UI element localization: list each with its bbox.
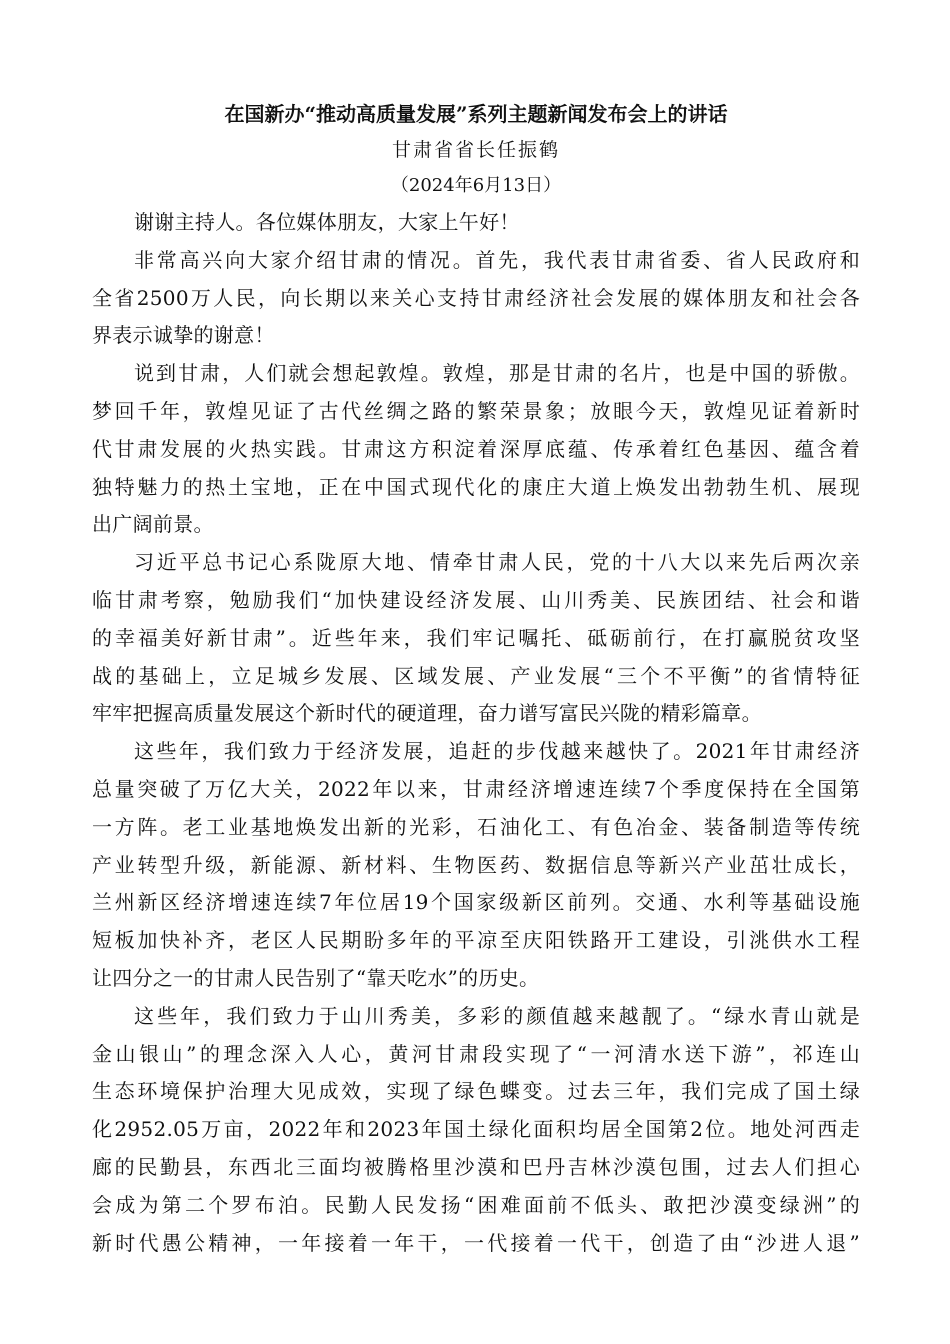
paragraph	[92, 204, 860, 242]
text-line: 短板加快补齐，老区人民期盼多年的平凉至庆阳铁路开工建设，引洮供水工程	[92, 928, 860, 953]
paragraph	[92, 355, 860, 544]
text-line: 习近平总书记心系陇原大地、情牵甘肃人民，党的十八大以来先后两次亲	[134, 550, 860, 575]
paragraph	[92, 544, 860, 733]
text-line: 临甘肃考察，勉励我们“加快建设经济发展、山川秀美、民族团结、社会和谐	[92, 587, 860, 612]
document-title: 在国新办“推动高质量发展”系列主题新闻发布会上的讲话	[224, 102, 728, 126]
text-line: 这些年，我们致力于经济发展，追赶的步伐越来越快了。2021年甘肃经济	[134, 739, 860, 764]
text-line: 一方阵。老工业基地焕发出新的光彩，石油化工、有色冶金、装备制造等传统	[92, 814, 860, 839]
document-page	[92, 96, 860, 1262]
text-line: 新时代愚公精神，一年接着一年干，一代接着一代干，创造了由“沙进人退”	[92, 1230, 860, 1255]
text-line: 出广阔前景。	[92, 512, 214, 537]
document-date: （2024年6月13日）	[390, 175, 562, 196]
text-line: 让四分之一的甘肃人民告别了“靠天吃水”的历史。	[92, 965, 540, 990]
paragraph	[92, 242, 860, 355]
text-line: 化2952.05万亩，2022年和2023年国土绿化面积均居全国第2位。地处河西走	[92, 1117, 860, 1142]
document-author: 甘肃省省长任振鹤	[391, 139, 560, 161]
text-line: 说到甘肃，人们就会想起敦煌。敦煌，那是甘肃的名片，也是中国的骄傲。	[134, 361, 860, 386]
paragraph	[92, 733, 860, 998]
text-line: 非常高兴向大家介绍甘肃的情况。首先，我代表甘肃省委、省人民政府和	[134, 247, 860, 272]
text-line: 的幸福美好新甘肃”。近些年来，我们牢记嘱托、砥砺前行，在打赢脱贫攻坚	[92, 625, 860, 650]
text-line: 这些年，我们致力于山川秀美，多彩的颜值越来越靓了。“绿水青山就是	[134, 1003, 860, 1028]
text-line: 兰州新区经济增速连续7年位居19个国家级新区前列。交通、水利等基础设施	[92, 890, 860, 915]
text-line: 独特魅力的热土宝地，正在中国式现代化的康庄大道上焕发出勃勃生机、展现	[92, 474, 860, 499]
text-line: 会成为第二个罗布泊。民勤人民发扬“困难面前不低头、敢把沙漠变绿洲”的	[92, 1192, 860, 1217]
text-line: 廊的民勤县，东西北三面均被腾格里沙漠和巴丹吉林沙漠包围，过去人们担心	[92, 1154, 860, 1179]
text-line: 总量突破了万亿大关，2022年以来，甘肃经济增速连续7个季度保持在全国第	[92, 776, 860, 801]
text-line: 生态环境保护治理大见成效，实现了绿色蝶变。过去三年，我们完成了国土绿	[92, 1079, 860, 1104]
text-line: 代甘肃发展的火热实践。甘肃这方积淀着深厚底蕴、传承着红色基因、蕴含着	[92, 436, 860, 461]
text-line: 牢牢把握高质量发展这个新时代的硬道理，奋力谱写富民兴陇的精彩篇章。	[92, 701, 762, 726]
text-line: 谢谢主持人。各位媒体朋友，大家上午好！	[134, 210, 520, 234]
text-line: 全省2500万人民，向长期以来关心支持甘肃经济社会发展的媒体朋友和社会各	[92, 285, 860, 310]
text-line: 界表示诚挚的谢意！	[92, 323, 275, 348]
text-line: 梦回千年，敦煌见证了古代丝绸之路的繁荣景象；放眼今天，敦煌见证着新时	[92, 398, 860, 423]
paragraph	[92, 998, 860, 1263]
text-line: 战的基础上，立足城乡发展、区域发展、产业发展“三个不平衡”的省情特征	[92, 663, 860, 688]
text-line: 产业转型升级，新能源、新材料、生物医药、数据信息等新兴产业茁壮成长，	[92, 852, 860, 877]
text-line: 金山银山”的理念深入人心，黄河甘肃段实现了“一河清水送下游”，祁连山	[92, 1041, 860, 1066]
